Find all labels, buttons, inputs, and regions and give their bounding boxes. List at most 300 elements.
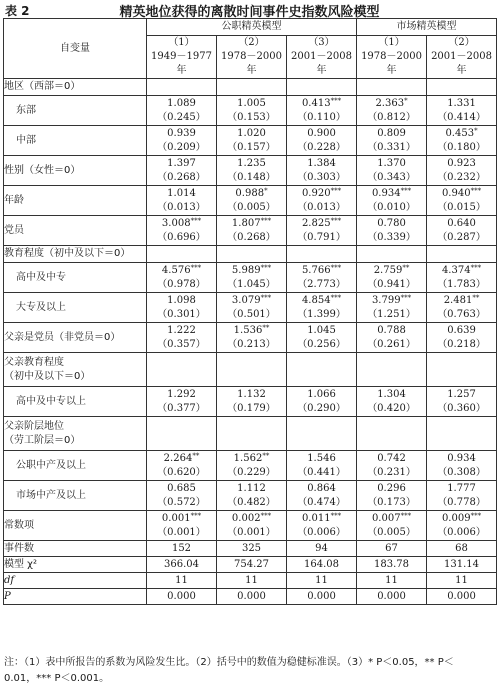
standard-error: （0.339） [367, 231, 416, 243]
table-row [4, 353, 497, 387]
empty-cell [147, 353, 217, 387]
coefficient-number: 1.112 [237, 482, 266, 494]
coefficient-value [147, 324, 216, 338]
empty-cell [287, 417, 357, 451]
coefficient-value [357, 482, 426, 496]
coefficient-value [217, 294, 286, 308]
coefficient-cell [147, 126, 217, 156]
coefficient-number: 0.007 [371, 512, 401, 524]
table-body [4, 79, 497, 605]
variable-label-line: 父亲教育程度 [4, 356, 64, 368]
standard-error: （0.308） [437, 466, 486, 478]
coefficient-value [427, 157, 496, 171]
table-caption [3, 0, 496, 18]
coefficient-number: 0.939 [167, 127, 196, 139]
standard-error: （0.343） [367, 171, 416, 183]
header-group-row [4, 19, 497, 36]
table-row [4, 186, 497, 216]
stat-cell: 0.000 [427, 589, 497, 605]
standard-error: （0.229） [227, 466, 276, 478]
coefficient-value [357, 127, 426, 141]
stat-cell: 325 [217, 541, 287, 557]
coefficient-number: 1.014 [167, 187, 196, 199]
model-years: 1978－2000 年 [361, 51, 422, 76]
coefficient-value [287, 388, 356, 402]
coefficient-cell [217, 451, 287, 481]
variable-label: 模型 χ² [4, 557, 147, 573]
coefficient-number: 1.235 [237, 157, 266, 169]
significance-stars: *** [330, 216, 342, 225]
coefficient-number: 1.304 [377, 388, 406, 400]
significance-stars: *** [330, 293, 342, 302]
standard-error: （0.005） [367, 526, 416, 538]
coefficient-number: 2.363 [375, 97, 405, 109]
coefficient-number: 0.011 [301, 512, 331, 524]
coefficient-cell [427, 263, 497, 293]
coefficient-cell [217, 481, 287, 511]
coefficient-value [357, 324, 426, 338]
standard-error: （0.978） [157, 278, 206, 290]
stat-cell: 152 [147, 541, 217, 557]
standard-error: （0.173） [367, 496, 416, 508]
stat-cell: 0.000 [357, 589, 427, 605]
coefficient-cell [357, 323, 427, 353]
coefficient-value [147, 217, 216, 231]
standard-error: （1.783） [437, 278, 486, 290]
coefficient-cell [357, 96, 427, 126]
variable-label: 中部 [4, 126, 147, 156]
variable-label: df [4, 573, 147, 589]
significance-stars: *** [260, 293, 272, 302]
stat-cell: 11 [217, 573, 287, 589]
stat-cell: 183.78 [357, 557, 427, 573]
coefficient-value [357, 388, 426, 402]
coefficient-value [287, 264, 356, 278]
coefficient-value [287, 157, 356, 171]
significance-stars: *** [330, 511, 342, 520]
coefficient-cell [287, 387, 357, 417]
standard-error: （0.006） [437, 526, 486, 538]
coefficient-cell [287, 96, 357, 126]
coefficient-value [147, 127, 216, 141]
significance-stars: *** [260, 511, 272, 520]
standard-error: （0.290） [297, 402, 346, 414]
coefficient-cell [217, 96, 287, 126]
coefficient-value [217, 217, 286, 231]
significance-stars: *** [260, 216, 272, 225]
coefficient-number: 2.264 [163, 452, 193, 464]
coefficient-number: 1.005 [237, 97, 266, 109]
coefficient-value [217, 388, 286, 402]
empty-cell [427, 417, 497, 451]
table-row [4, 417, 497, 451]
coefficient-cell [217, 263, 287, 293]
coefficient-number: 1.562 [233, 452, 263, 464]
coefficient-cell [147, 511, 217, 541]
empty-cell [357, 417, 427, 451]
coefficient-cell [357, 451, 427, 481]
coefficient-value [217, 324, 286, 338]
standard-error: （0.268） [227, 231, 276, 243]
empty-cell [147, 246, 217, 263]
coefficient-number: 0.809 [377, 127, 406, 139]
coefficient-value [287, 482, 356, 496]
stat-cell: 68 [427, 541, 497, 557]
coefficient-value [357, 217, 426, 231]
table-row [4, 126, 497, 156]
significance-stars: *** [260, 263, 272, 272]
coefficient-value [217, 97, 286, 111]
coefficient-number: 0.639 [447, 324, 476, 336]
standard-error: （0.231） [367, 466, 416, 478]
coefficient-number: 0.923 [447, 157, 476, 169]
variable-label: 大专及以上 [4, 293, 147, 323]
coefficient-cell [147, 293, 217, 323]
model-number: （3） [308, 37, 335, 48]
standard-error: （0.268） [157, 171, 206, 183]
standard-error: （0.303） [297, 171, 346, 183]
coefficient-cell [287, 293, 357, 323]
coefficient-number: 1.807 [231, 217, 261, 229]
coefficient-number: 1.397 [167, 157, 196, 169]
group-header-public: 公职精英模型 [147, 19, 357, 36]
coefficient-cell [357, 387, 427, 417]
empty-cell [427, 246, 497, 263]
coefficient-value [217, 512, 286, 526]
coefficient-cell [287, 156, 357, 186]
standard-error: （0.245） [157, 111, 206, 123]
coefficient-value [427, 482, 496, 496]
empty-cell [217, 79, 287, 96]
standard-error: （0.153） [227, 111, 276, 123]
coefficient-value [287, 452, 356, 466]
coefficient-cell [147, 186, 217, 216]
stat-cell: 131.14 [427, 557, 497, 573]
coefficient-number: 0.002 [231, 512, 261, 524]
coefficient-value [427, 512, 496, 526]
empty-cell [217, 246, 287, 263]
standard-error: （0.287） [437, 231, 486, 243]
table-row [4, 573, 497, 589]
significance-stars: * [264, 186, 268, 195]
variable-label: 事件数 [4, 541, 147, 557]
standard-error: （0.013） [297, 201, 346, 213]
standard-error: （0.812） [367, 111, 416, 123]
coefficient-cell [147, 216, 217, 246]
coefficient-cell [287, 481, 357, 511]
standard-error: （0.015） [437, 201, 486, 213]
significance-stars: ** [192, 451, 200, 460]
coefficient-value [217, 264, 286, 278]
coefficient-value [287, 127, 356, 141]
model-years: 1978－2000 年 [221, 51, 282, 76]
model-years: 2001－2008 年 [291, 51, 352, 76]
table-note [4, 655, 494, 687]
standard-error: （0.501） [227, 308, 276, 320]
empty-cell [427, 79, 497, 96]
coefficient-value [147, 187, 216, 201]
coefficient-cell [427, 293, 497, 323]
coefficient-number: 0.864 [307, 482, 336, 494]
coefficient-cell [147, 323, 217, 353]
model-years: 2001－2008 年 [431, 51, 492, 76]
coefficient-number: 0.453 [445, 127, 475, 139]
coefficient-value [287, 294, 356, 308]
coefficient-cell [287, 186, 357, 216]
coefficient-value [147, 512, 216, 526]
coefficient-value [217, 187, 286, 201]
stat-cell: 67 [357, 541, 427, 557]
stat-cell: 0.000 [147, 589, 217, 605]
standard-error: （0.331） [367, 141, 416, 153]
standard-error: （0.218） [437, 338, 486, 350]
coefficient-value [427, 452, 496, 466]
empty-cell [287, 353, 357, 387]
coefficient-cell [357, 156, 427, 186]
coefficient-cell [287, 263, 357, 293]
coefficient-value [357, 264, 426, 278]
coefficient-number: 1.292 [167, 388, 196, 400]
coefficient-cell [287, 126, 357, 156]
significance-stars: *** [400, 511, 412, 520]
standard-error: （0.414） [437, 111, 486, 123]
empty-cell [357, 246, 427, 263]
note-line-2: 0.01，*** P＜0.001。 [4, 673, 110, 684]
coefficient-value [287, 324, 356, 338]
note-line-1: 注：（1）表中所报告的系数为风险发生比。（2）括号中的数值为稳健标准误。（3）* P＜0.05，** P＜ [4, 657, 454, 668]
standard-error: （0.179） [227, 402, 276, 414]
stat-cell: 366.04 [147, 557, 217, 573]
variable-label: 党员 [4, 216, 147, 246]
significance-stars: *** [400, 186, 412, 195]
coefficient-value [427, 264, 496, 278]
coefficient-number: 3.079 [231, 294, 261, 306]
coefficient-number: 0.988 [235, 187, 265, 199]
table-row [4, 541, 497, 557]
standard-error: （0.572） [157, 496, 206, 508]
coefficient-value [427, 217, 496, 231]
coefficient-number: 5.766 [301, 264, 331, 276]
coefficient-cell [147, 156, 217, 186]
table-row [4, 481, 497, 511]
standard-error: （1.045） [227, 278, 276, 290]
coefficient-cell [427, 511, 497, 541]
empty-cell [287, 79, 357, 96]
coefficient-value [427, 388, 496, 402]
significance-stars: *** [400, 293, 412, 302]
coefficient-number: 1.066 [307, 388, 336, 400]
variable-label: 地区（西部＝0） [4, 79, 147, 96]
coefficient-number: 0.934 [371, 187, 401, 199]
coefficient-cell [427, 323, 497, 353]
coefficient-cell [427, 216, 497, 246]
stat-cell: 0.000 [217, 589, 287, 605]
coefficient-cell [357, 263, 427, 293]
coefficient-number: 0.788 [377, 324, 406, 336]
coefficient-number: 4.374 [441, 264, 471, 276]
significance-stars: *** [330, 96, 342, 105]
coefficient-number: 1.331 [447, 97, 476, 109]
coefficient-cell [427, 186, 497, 216]
coefficient-number: 0.001 [161, 512, 191, 524]
significance-stars: *** [330, 186, 342, 195]
coefficient-value [287, 512, 356, 526]
standard-error: （0.441） [297, 466, 346, 478]
table-row [4, 589, 497, 605]
coefficient-number: 2.481 [443, 294, 473, 306]
variable-label-line: （初中及以下＝0） [4, 370, 91, 382]
model-number: （1） [378, 37, 405, 48]
standard-error: （0.791） [297, 231, 346, 243]
variable-label: 市场中产及以上 [4, 481, 147, 511]
coefficient-number: 1.777 [447, 482, 476, 494]
standard-error: （0.696） [157, 231, 206, 243]
coefficient-number: 0.009 [441, 512, 471, 524]
significance-stars: *** [470, 186, 482, 195]
coefficient-value [147, 452, 216, 466]
coefficient-number: 3.799 [371, 294, 401, 306]
coefficient-number: 0.296 [377, 482, 406, 494]
coefficient-number: 1.222 [167, 324, 196, 336]
standard-error: （0.620） [157, 466, 206, 478]
coefficient-value [147, 482, 216, 496]
table-row [4, 387, 497, 417]
significance-stars: * [474, 126, 478, 135]
coefficient-cell [287, 323, 357, 353]
coefficient-cell [217, 156, 287, 186]
coefficient-number: 1.384 [307, 157, 336, 169]
coefficient-cell [427, 451, 497, 481]
variable-label: 公职中产及以上 [4, 451, 147, 481]
standard-error: （0.180） [437, 141, 486, 153]
group-header-market: 市场精英模型 [357, 19, 497, 36]
coefficient-number: 1.132 [237, 388, 266, 400]
significance-stars: ** [262, 323, 270, 332]
coefficient-number: 2.825 [301, 217, 331, 229]
table-row [4, 216, 497, 246]
coefficient-cell [217, 387, 287, 417]
coefficient-cell [427, 126, 497, 156]
model-number: （2） [238, 37, 265, 48]
model-number: （1） [168, 37, 195, 48]
coefficient-number: 0.685 [167, 482, 196, 494]
standard-error: （0.006） [297, 526, 346, 538]
standard-error: （0.005） [227, 201, 276, 213]
variable-label: 父亲是党员（非党员＝0） [4, 323, 147, 353]
coefficient-number: 1.098 [167, 294, 196, 306]
coefficient-value [427, 97, 496, 111]
coefficient-cell [217, 126, 287, 156]
significance-stars: *** [470, 263, 482, 272]
standard-error: （0.763） [437, 308, 486, 320]
model-header [357, 36, 427, 79]
coefficient-cell [217, 293, 287, 323]
empty-cell [217, 353, 287, 387]
coefficient-value [287, 97, 356, 111]
coefficient-number: 5.989 [231, 264, 261, 276]
coefficient-cell [147, 263, 217, 293]
coefficient-cell [427, 156, 497, 186]
significance-stars: ** [472, 293, 480, 302]
coefficient-cell [217, 323, 287, 353]
coefficient-number: 1.045 [307, 324, 336, 336]
empty-cell [287, 246, 357, 263]
coefficient-number: 1.536 [233, 324, 263, 336]
coefficient-value [357, 294, 426, 308]
coefficient-number: 4.854 [301, 294, 331, 306]
significance-stars: ** [262, 451, 270, 460]
standard-error: （0.377） [157, 402, 206, 414]
empty-cell [357, 353, 427, 387]
coefficient-number: 0.780 [377, 217, 406, 229]
standard-error: （0.301） [157, 308, 206, 320]
coefficient-number: 0.920 [301, 187, 331, 199]
standard-error: （0.232） [437, 171, 486, 183]
standard-error: （0.157） [227, 141, 276, 153]
coefficient-cell [217, 186, 287, 216]
coefficient-number: 0.742 [377, 452, 406, 464]
coefficient-value [217, 157, 286, 171]
coefficient-cell [147, 481, 217, 511]
variable-label [4, 417, 147, 451]
variable-label-line: 父亲阶层地位 [4, 420, 64, 432]
coefficient-value [357, 187, 426, 201]
empty-cell [147, 417, 217, 451]
standard-error: （0.474） [297, 496, 346, 508]
variable-label: 性别（女性＝0） [4, 156, 147, 186]
coefficient-cell [427, 96, 497, 126]
stat-cell: 11 [357, 573, 427, 589]
significance-stars: ** [402, 263, 410, 272]
table-row [4, 79, 497, 96]
coefficient-cell [147, 387, 217, 417]
standard-error: （0.778） [437, 496, 486, 508]
table-title: 精英地位获得的离散时间事件史指数风险模型 [119, 5, 380, 20]
standard-error: （0.001） [227, 526, 276, 538]
coefficient-cell [427, 481, 497, 511]
coefficient-value [427, 187, 496, 201]
stat-cell: 164.08 [287, 557, 357, 573]
coefficient-value [217, 127, 286, 141]
coefficient-cell [147, 96, 217, 126]
coefficient-value [357, 512, 426, 526]
coefficient-number: 2.759 [373, 264, 403, 276]
empty-cell [357, 79, 427, 96]
standard-error: （0.228） [297, 141, 346, 153]
table-row [4, 511, 497, 541]
coefficient-cell [357, 126, 427, 156]
standard-error: （1.399） [297, 308, 346, 320]
coefficient-value [147, 294, 216, 308]
significance-stars: *** [190, 216, 202, 225]
coefficient-number: 0.934 [447, 452, 476, 464]
standard-error: （0.001） [157, 526, 206, 538]
stat-cell: 0.000 [287, 589, 357, 605]
coefficient-value [147, 264, 216, 278]
standard-error: （0.209） [157, 141, 206, 153]
table-row [4, 323, 497, 353]
standard-error: （0.010） [367, 201, 416, 213]
coefficient-number: 1.020 [237, 127, 266, 139]
standard-error: （0.213） [227, 338, 276, 350]
table-row [4, 246, 497, 263]
coefficient-value [357, 157, 426, 171]
coefficient-number: 1.370 [377, 157, 406, 169]
coefficient-value [357, 452, 426, 466]
stat-cell: 11 [427, 573, 497, 589]
coefficient-value [427, 294, 496, 308]
empty-cell [147, 79, 217, 96]
